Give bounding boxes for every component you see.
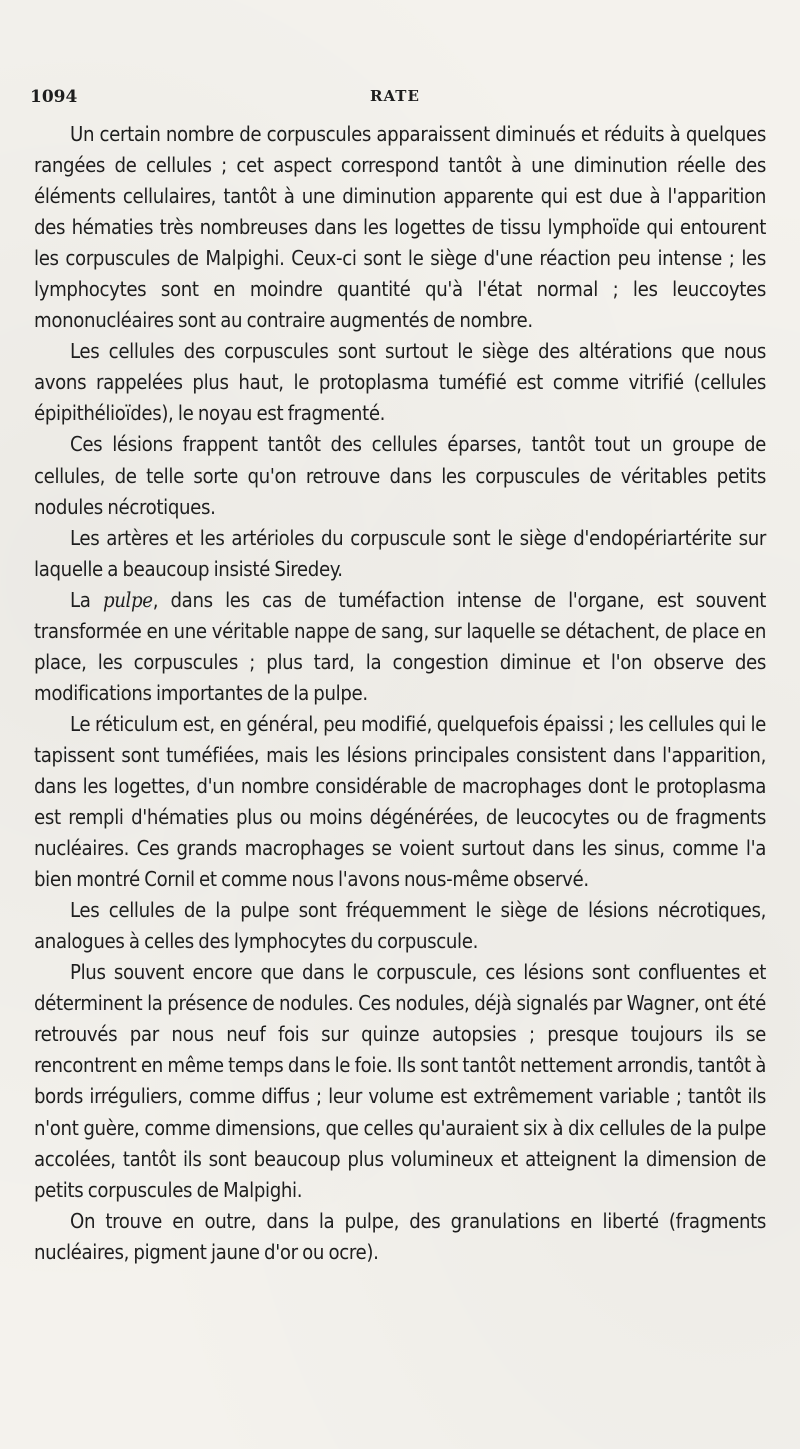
- paragraph-6: Le réticulum est, en général, peu modifié, quelquefois épaissi ; les cellules qui le tapissent sont tuméfiées, mais les lésions principales consistent dans l'apparition, dans les logettes, d'un nombre considérable de macrophages dont le protoplasma est rempli d'hématies plus ou moins dégénérées, de leucocytes ou de fragments nucléaires. Ces grands macrophages se voient surtout dans les sinus, comme l'a bien montré Cornil et comme nous l'avons nous-même observé.: [34, 711, 766, 892]
- paragraph-5-emphasis: pulpe: [102, 587, 153, 612]
- paragraph-1: Un certain nombre de corpuscules apparaissent diminués et réduits à quelques rangées de cellules ; cet aspect correspond tantôt à une diminution réelle des éléments cellulaires, tantôt à une diminution apparente qui est due à l'apparition des hématies très nombreuses dans les logettes de tissu lymphoïde qui entourent les corpuscules de Malpighi. Ceux-ci sont le siège d'une réaction peu intense ; les lymphocytes sont en moindre quantité qu'à l'état normal ; les leuccoytes mononucléaires sont au contraire augmentés de nombre.: [34, 122, 766, 333]
- running-title: RATE: [370, 87, 420, 105]
- paragraph-4: Les artères et les artérioles du corpuscule sont le siège d'endopériartérite sur laquelle a beaucoup insisté Siredey.: [34, 525, 766, 581]
- running-head: [30, 87, 770, 111]
- paragraph-9: On trouve en outre, dans la pulpe, des granulations en liberté (fragments nucléaires, pigment jaune d'or ou ocre).: [34, 1208, 766, 1264]
- paragraph-5-text: , dans les cas de tuméfaction intense de l'organe, est souvent transformée en une véritable nappe de sang, sur laquelle se détachent, de place en place, les corpuscules ; plus tard, la congestion diminue et l'on observe des modifications importantes de la pulpe.: [34, 587, 766, 705]
- paragraph-8: Plus souvent encore que dans le corpuscule, ces lésions sont confluentes et déterminent la présence de nodules. Ces nodules, déjà signalés par Wagner, ont été retrouvés par nous neuf fois sur quinze autopsies ; presque toujours ils se rencontrent en même temps dans le foie. Ils sont tantôt nettement arrondis, tantôt à bords irréguliers, comme diffus ; leur volume est extrêmement variable ; tantôt ils n'ont guère, comme dimensions, que celles qu'auraient six à dix cellules de la pulpe accolées, tantôt ils sont beaucoup plus volumineux et atteignent la dimension de petits corpuscules de Malpighi.: [34, 960, 766, 1202]
- paragraph-7: Les cellules de la pulpe sont fréquemment le siège de lésions nécrotiques, analogues à celles des lymphocytes du corpuscule.: [34, 898, 766, 954]
- page-number: 1094: [30, 87, 78, 107]
- paragraph-2: Les cellules des corpuscules sont surtout le siège des altérations que nous avons rappelées plus haut, le protoplasma tuméfié est comme vitrifié (cellules épipithélioïdes), le noyau est fragmenté.: [34, 339, 766, 426]
- paragraph-3: Ces lésions frappent tantôt des cellules éparses, tantôt tout un groupe de cellules, de telle sorte qu'on retrouve dans les corpuscules de véritables petits nodules nécrotiques.: [34, 432, 766, 519]
- body-text: [34, 119, 766, 1268]
- paragraph-5: [34, 585, 766, 709]
- paragraph-5-lead: La: [70, 587, 103, 612]
